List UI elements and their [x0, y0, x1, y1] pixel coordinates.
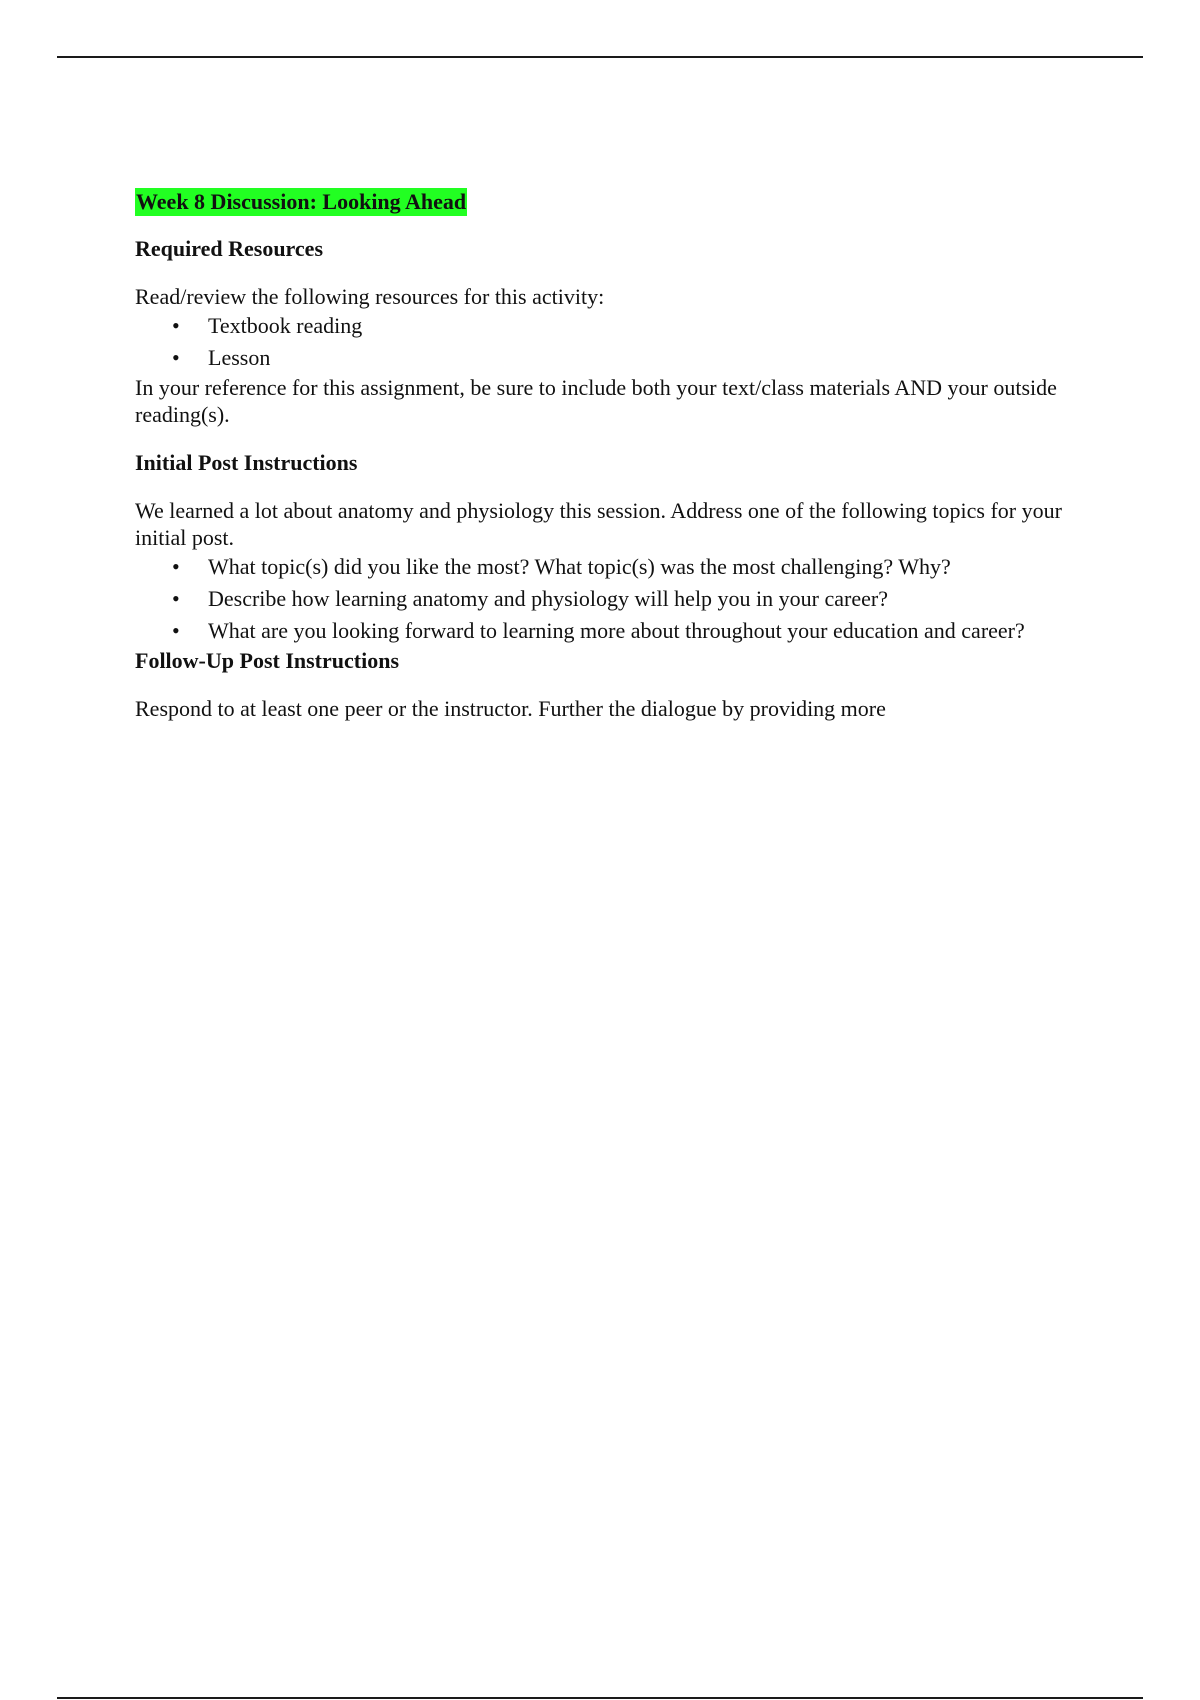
- bullet-icon: •: [172, 313, 180, 338]
- list-item: [135, 310, 1095, 342]
- list-item-text: What topic(s) did you like the most? What topic(s) was the most challenging? Why?: [208, 554, 951, 579]
- bullet-icon: •: [172, 586, 180, 611]
- required-resources-heading: Required Resources: [135, 236, 324, 261]
- bottom-page-rule: [57, 1697, 1143, 1699]
- topics-list: [135, 551, 1095, 647]
- bullet-icon: •: [172, 618, 180, 643]
- initial-post-heading: Initial Post Instructions: [135, 450, 358, 475]
- bullet-icon: •: [172, 345, 180, 370]
- document-body: [135, 188, 1095, 722]
- required-resources-intro: Read/review the following resources for this activity:: [135, 284, 605, 309]
- list-item-text: Lesson: [208, 345, 271, 370]
- reference-note: In your reference for this assignment, be sure to include both your text/class materials AND your outside reading(s).: [135, 375, 1057, 427]
- list-item-text: What are you looking forward to learning more about throughout your education and career?: [208, 618, 1025, 643]
- list-item-text: Textbook reading: [208, 313, 363, 338]
- document-title: Week 8 Discussion: Looking Ahead: [136, 189, 467, 214]
- top-page-rule: [57, 56, 1143, 58]
- list-item: [135, 615, 1095, 647]
- list-item: [135, 342, 1095, 374]
- list-item: [135, 551, 1095, 583]
- bullet-icon: •: [172, 554, 180, 579]
- resources-list: [135, 310, 1095, 374]
- follow-up-post-heading: Follow-Up Post Instructions: [135, 648, 400, 673]
- list-item: [135, 583, 1095, 615]
- follow-up-post-text: Respond to at least one peer or the instructor. Further the dialogue by providing more: [135, 696, 886, 721]
- initial-post-intro: We learned a lot about anatomy and physiology this session. Address one of the following topics for your initial post.: [135, 498, 1062, 550]
- list-item-text: Describe how learning anatomy and physiology will help you in your career?: [208, 586, 888, 611]
